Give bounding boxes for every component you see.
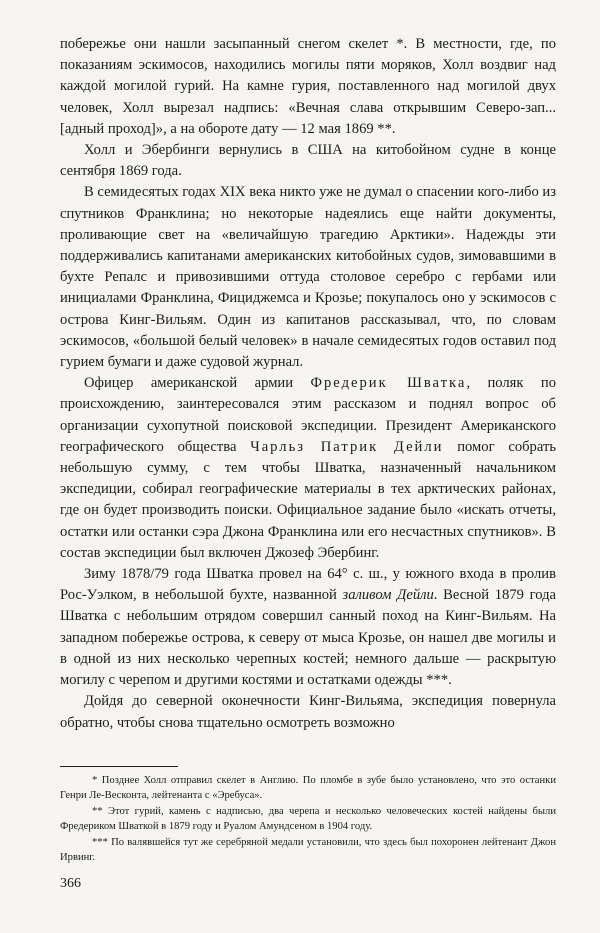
italic-place-name: заливом Дейли	[342, 587, 434, 604]
footnote: *** По валявшейся тут же серебряной медали установили, что здесь был похоронен лейтенант Джон Ирвинг.	[60, 836, 556, 864]
text-run: . Весной 1879 года Шватка с небольшим отрядом совершил санный поход на Кинг-Вильям. На западном побережье острова, к северу от мыса Крозье, он нашел две могилы и в одной из них несколько черепных костей; немного дальше — раскрытую могилу с черепом и другими костями и остатками одежды ***.	[60, 587, 557, 689]
footnote: * Позднее Холл отправил скелет в Англию. По пломбе в зубе было установлено, что это останки Генри Ле-Весконта, лейтенанта с «Эребуса».	[60, 775, 556, 802]
paragraph	[60, 140, 556, 182]
text-run: В семидесятых годах XIX века никто уже не думал о спасении кого-либо из спутников Франклина; но некоторые надеялись еще найти документы, проливающие свет на «величайшую трагедию Арктики». Надежды эти поддерживались капитанами американских китобойных судов, зимовавшими в бухте Репалс и привозившими оттуда столовое серебро с гербами или инициалами Франклина, Фициджемса и Крозье; покупалось оно у эскимосов с острова Кинг-Вильям. Один из капитанов рассказывал, что, по словам эскимосов, «большой белый человек» в начале семидесятых годов оставил под гурием бумаги и даже судовой журнал.	[60, 184, 556, 371]
paragraph	[60, 34, 556, 140]
text-run: , поляк по происхождению, заинтересовался этим рассказом и поднял вопрос об организации сухопутной поисковой экспедиции. Президент Американского географического общества	[60, 375, 556, 455]
paragraph	[60, 691, 556, 733]
page-number: 366	[60, 876, 81, 891]
footnote-divider	[60, 766, 178, 767]
text-run: Зиму 1878/79 года Шватка провел на 64° с. ш., у южного входа в пролив Рос-Уэлком, в небольшой бухте, названной	[60, 566, 556, 604]
body-text	[60, 34, 556, 734]
text-run: Холл и Эбербинги вернулись в США на китобойном судне в конце сентября 1869 года.	[60, 142, 556, 180]
footnotes	[60, 766, 556, 865]
text-run: помог собрать небольшую сумму, с тем чтобы Шватка, назначенный начальником экспедиции, собирал географические материалы в тех арктических районах, где он будет производить поиски. Официальное задание было «искать отчеты, остатки или останки сэра Джона Франклина или его несчастных спутников». В состав экспедиции был включен Джозеф Эбербинг.	[60, 438, 556, 561]
text-run: побережье они нашли засыпанный снегом скелет *. В местности, где, по показаниям эскимосов, находились могилы пяти моряков, Холл воздвиг над каждой могилой гурий. На камне гурия, поставленного над могилой двух человек, Холл вырезал надпись: «Вечная слава открывшим Северо-зап... [адный проход]», а на обороте дату — 12 мая 1869 **.	[60, 36, 556, 137]
spaced-name: Чарльз Патрик Дейли	[250, 438, 444, 455]
text-run: Офицер американской армии	[84, 375, 311, 392]
paragraph	[60, 373, 556, 564]
spaced-name: Фредерик Шватка	[310, 375, 467, 392]
paragraph	[60, 564, 556, 691]
footnote: ** Этот гурий, камень с надписью, два черепа и несколько человеческих костей найдены были Фредериком Шваткой в 1879 году и Руалом Амундсеном в 1904 году.	[60, 805, 556, 833]
text-run: Дойдя до северной оконечности Кинг-Вильяма, экспедиция повернула обратно, чтобы снова тщательно осмотреть возможно	[60, 693, 556, 731]
paragraph	[60, 182, 556, 373]
